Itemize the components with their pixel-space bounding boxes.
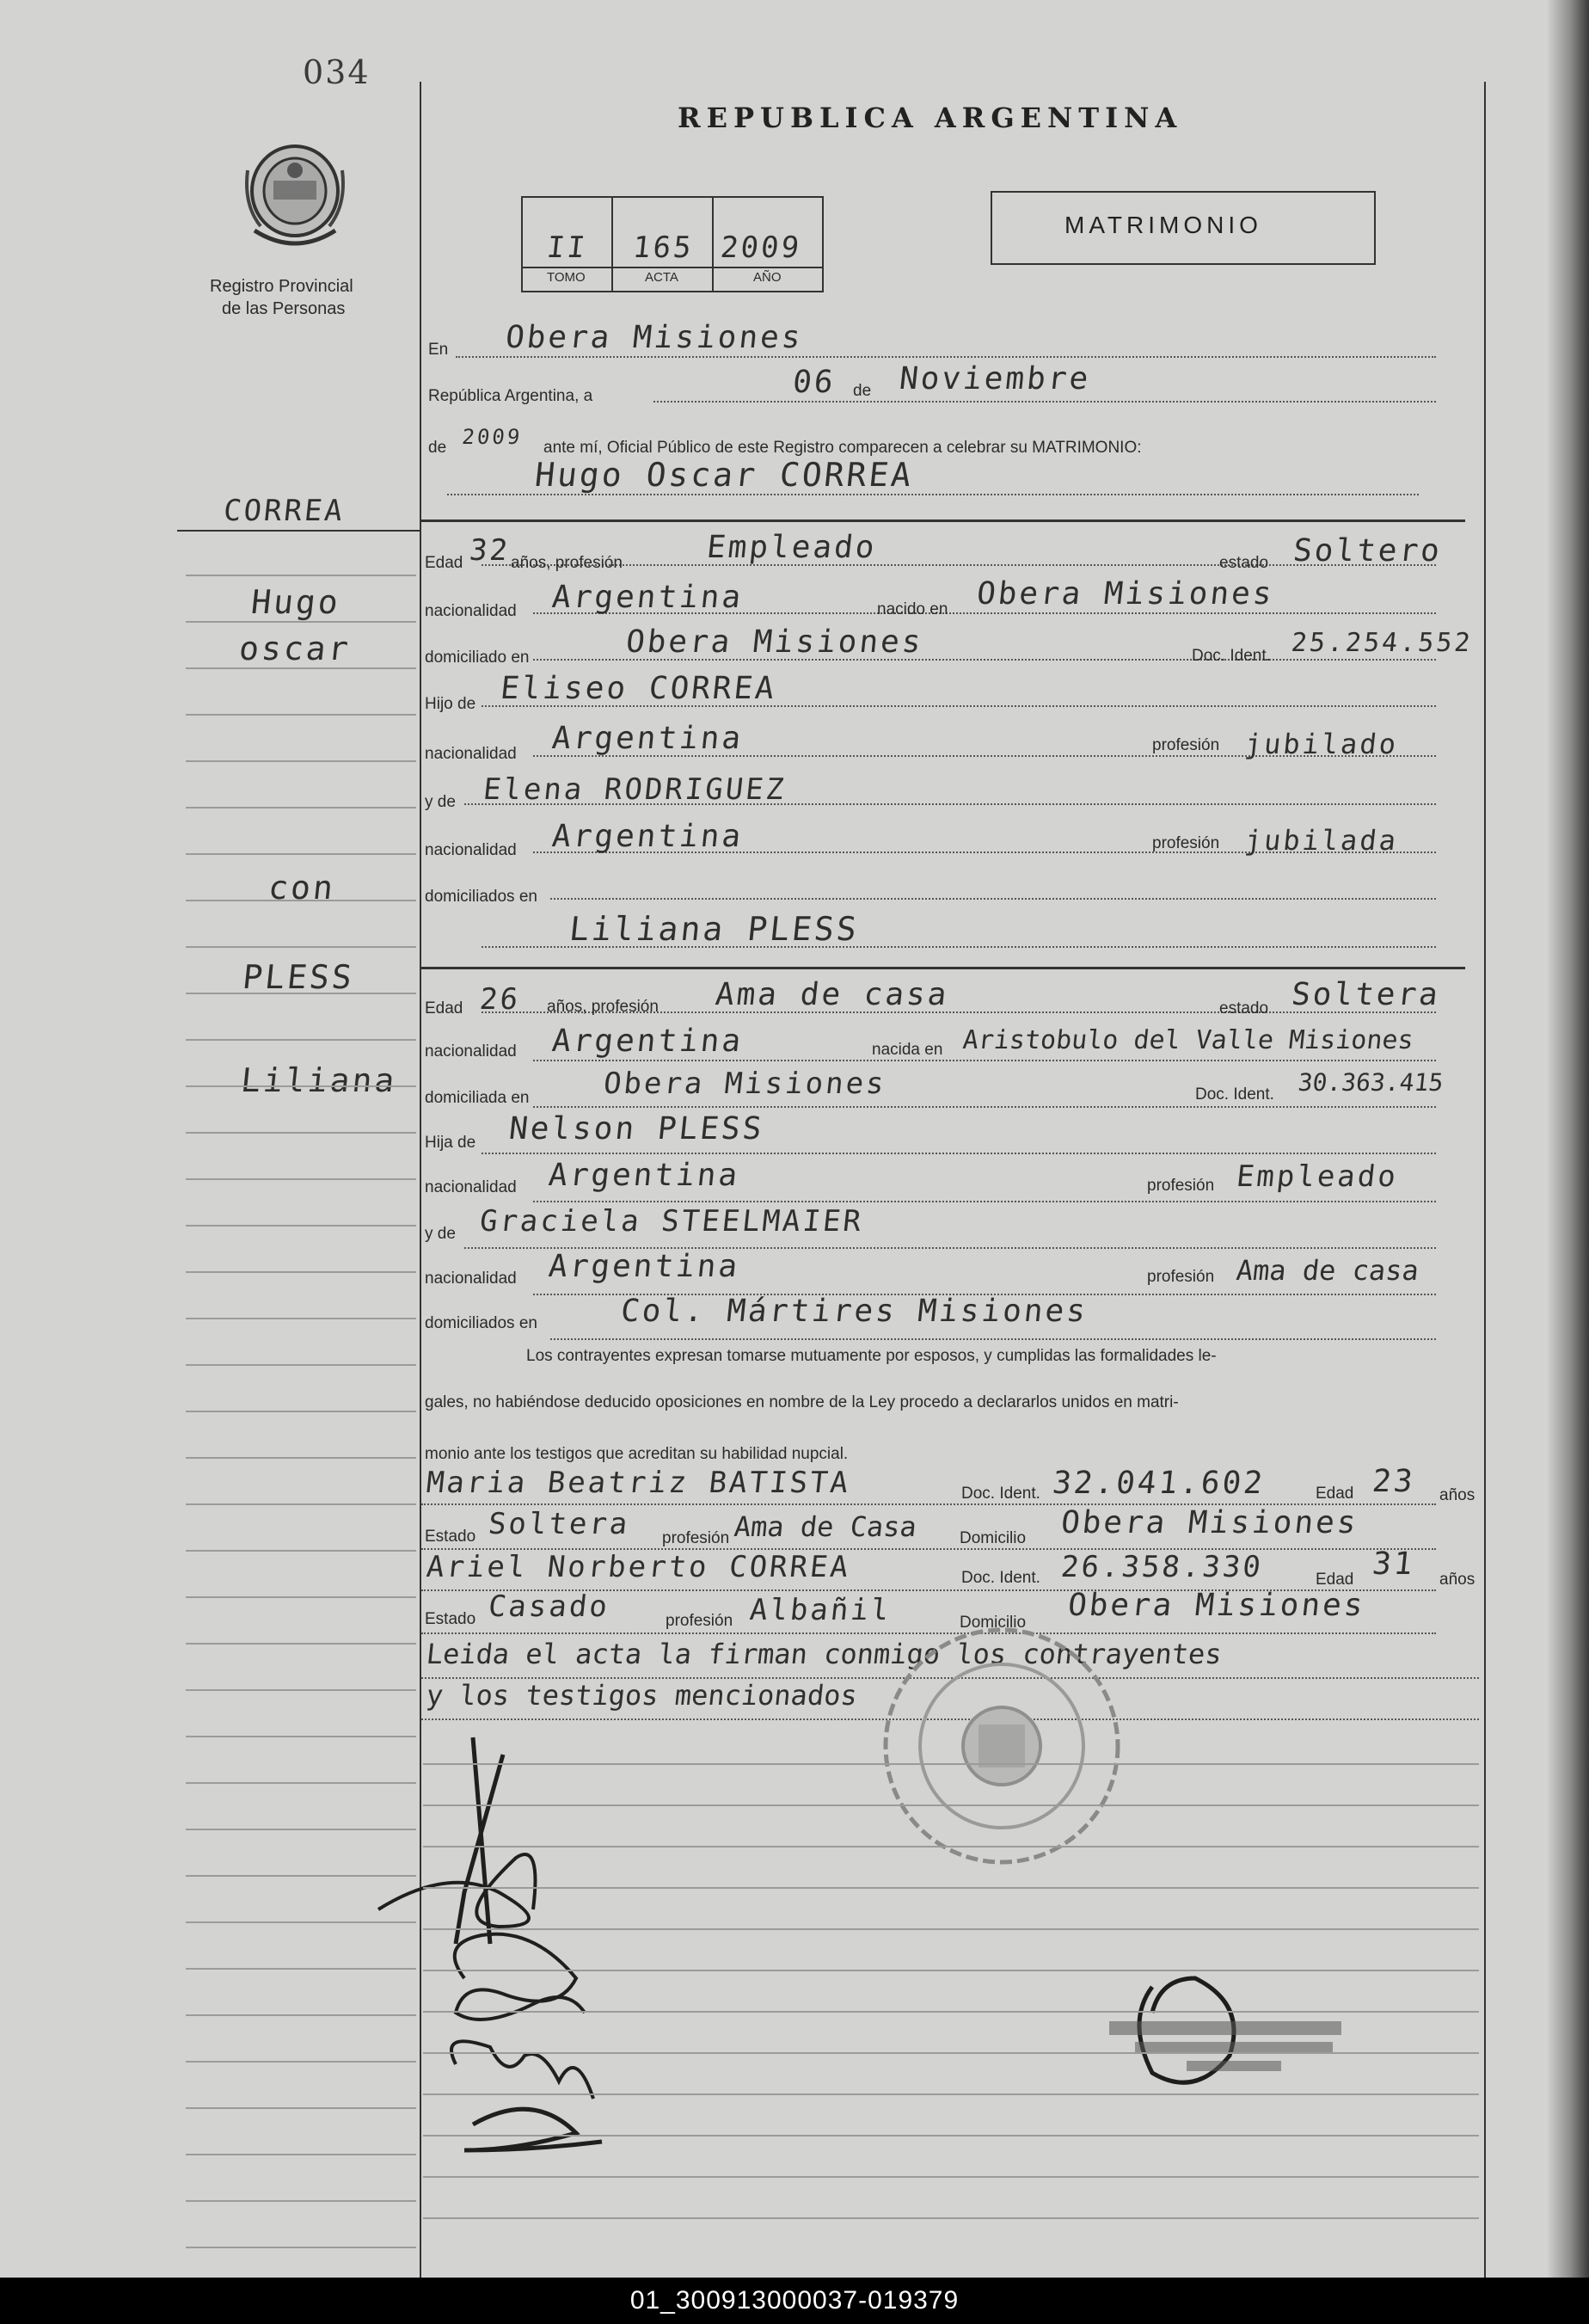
groom-profession: Empleado — [705, 530, 879, 565]
margin-ruled-line — [186, 2014, 416, 2016]
groom-nationality: Argentina — [550, 580, 745, 615]
witness2-edad-label: Edad — [1316, 1571, 1354, 1589]
bride-mother-nat-label: nacionalidad — [425, 1270, 517, 1288]
groom-mother-nat-label: nacionalidad — [425, 841, 517, 859]
margin-note-con: con — [267, 869, 338, 907]
signature-ruled-line — [423, 2011, 1479, 2013]
bride-doc-label: Doc. Ident. — [1195, 1085, 1274, 1104]
margin-ruled-line — [186, 1643, 416, 1645]
witness1-profession: Ama de Casa — [733, 1510, 918, 1543]
groom-edad-label: Edad — [425, 554, 463, 572]
margin-ruled-line — [186, 1736, 416, 1737]
groom-domiciliado-label: domiciliado en — [425, 649, 530, 667]
ano-label: AÑO — [753, 270, 782, 285]
bride-mother: Graciela STEELMAIER — [478, 1204, 866, 1239]
groom-age: 32 — [468, 533, 512, 568]
declaration-line-1: Los contrayentes expresan tomarse mutuamente por esposos, y cumplidas las formalidades le- — [526, 1347, 1217, 1365]
margin-note-bride-surname: PLESS — [241, 958, 357, 996]
act-type-label: MATRIMONIO — [1064, 212, 1262, 238]
margin-ruled-line — [186, 1550, 416, 1552]
witness1-doc-label: Doc. Ident. — [961, 1485, 1040, 1503]
margin-ruled-line — [186, 946, 416, 948]
witness1-address: Obera Misiones — [1059, 1505, 1360, 1540]
groom-birthplace: Obera Misiones — [975, 576, 1276, 612]
bride-domiciliada-label: domiciliada en — [425, 1089, 530, 1107]
bride-mother-nationality: Argentina — [547, 1249, 742, 1284]
ano-value: 2009 — [719, 231, 804, 265]
tomo-value: II — [545, 231, 590, 265]
month-de-label: de — [853, 382, 872, 400]
margin-ruled-line — [186, 2154, 416, 2155]
signature-ruled-line — [423, 1763, 1479, 1765]
margin-ruled-line — [186, 1411, 416, 1412]
groom-estado-label: estado — [1219, 554, 1269, 572]
declaration-line-2: gales, no habiéndose deducido oposiciones en nombre de la Ley procedo a declararlos unidos en matri- — [425, 1393, 1179, 1411]
signatures — [361, 1720, 705, 2167]
intro-year: 2009 — [461, 425, 524, 449]
groom-hijo-label: Hijo de — [425, 695, 476, 713]
intro-day: 06 — [791, 365, 837, 400]
margin-ruled-line — [186, 1968, 416, 1970]
margin-ruled-line — [186, 1271, 416, 1273]
bride-birthplace: Aristobulo del Valle Misiones — [961, 1025, 1415, 1055]
signature-ruled-line — [423, 2093, 1479, 2095]
appearance-text: ante mí, Oficial Público de este Registro comparecen a celebrar su MATRIMONIO: — [543, 439, 1142, 457]
signature-ruled-line — [423, 2052, 1479, 2054]
groom-father-nat-label: nacionalidad — [425, 745, 517, 763]
margin-ruled-line — [186, 1364, 416, 1366]
acta-label: ACTA — [645, 270, 678, 285]
signature-ruled-line — [423, 1804, 1479, 1806]
bride-mother-prof-label: profesión — [1147, 1268, 1215, 1286]
groom-father: Eliseo CORREA — [499, 671, 779, 706]
republica-label: República Argentina, a — [428, 387, 593, 405]
margin-ruled-line — [186, 2200, 416, 2202]
witness2-anos-label: años — [1439, 1571, 1476, 1589]
footer-id: 01_300913000037-019379 — [629, 2286, 960, 2315]
groom-status: Soltero — [1291, 533, 1445, 569]
bride-doc-id: 30.363.415 — [1297, 1068, 1445, 1097]
groom-father-nationality: Argentina — [550, 721, 745, 756]
signature-ruled-line — [423, 1970, 1479, 1971]
acta-value: 165 — [631, 231, 696, 265]
bride-parents-address: Col. Mártires Misiones — [619, 1294, 1090, 1329]
margin-note-middlename: oscar — [237, 630, 353, 667]
margin-ruled-line — [186, 1457, 416, 1459]
margin-note-bride-firstname: Liliana — [239, 1061, 399, 1099]
signature-ruled-line — [423, 2217, 1479, 2219]
margin-ruled-line — [186, 1921, 416, 1923]
witness1-edad-label: Edad — [1316, 1485, 1354, 1503]
groom-yde-label: y de — [425, 793, 456, 811]
margin-note-surname: CORREA — [222, 494, 347, 528]
witness2-name: Ariel Norberto CORREA — [425, 1550, 853, 1584]
bride-name: Liliana PLESS — [568, 910, 862, 948]
bride-age: 26 — [478, 982, 523, 1017]
margin-ruled-line — [186, 1689, 416, 1691]
closing-line-1: Leida el acta la firman conmigo los contrayentes — [425, 1638, 1224, 1670]
bride-anos-profesion-label: años, profesión — [547, 998, 659, 1016]
witness2-prof-label: profesión — [666, 1612, 733, 1630]
bride-nacionalidad-label: nacionalidad — [425, 1042, 517, 1061]
margin-ruled-line — [186, 1875, 416, 1877]
margin-ruled-line — [186, 1503, 416, 1505]
margin-ruled-line — [186, 714, 416, 716]
witness2-doc-label: Doc. Ident. — [961, 1569, 1040, 1587]
document-title: REPUBLICA ARGENTINA — [678, 101, 1183, 134]
witness1-doc-id: 32.041.602 — [1051, 1466, 1267, 1501]
margin-ruled-line — [186, 1225, 416, 1227]
margin-ruled-line — [186, 621, 416, 623]
groom-name: Hugo Oscar CORREA — [533, 456, 916, 494]
groom-father-profession: jubilado — [1243, 728, 1401, 760]
margin-ruled-line — [186, 853, 416, 855]
groom-mother: Elena RODRIGUEZ — [482, 772, 788, 807]
scan-footer — [0, 2278, 1589, 2324]
groom-address: Obera Misiones — [624, 624, 925, 660]
witness1-status: Soltera — [487, 1507, 632, 1541]
bride-father: Nelson PLESS — [507, 1111, 766, 1147]
tomo-label: TOMO — [547, 270, 586, 285]
bride-mother-profession: Ama de casa — [1235, 1254, 1420, 1287]
bride-father-profession: Empleado — [1235, 1159, 1400, 1194]
groom-father-prof-label: profesión — [1152, 736, 1220, 754]
signature-ruled-line — [423, 1928, 1479, 1930]
witness1-dom-label: Domicilio — [960, 1529, 1027, 1547]
signature-ruled-line — [423, 1887, 1479, 1889]
groom-nacionalidad-label: nacionalidad — [425, 602, 517, 620]
en-label: En — [428, 341, 449, 359]
margin-ruled-line — [186, 1782, 416, 1784]
margin-ruled-line — [186, 2107, 416, 2109]
bride-profession: Ama de casa — [714, 977, 951, 1012]
groom-anos-profesion-label: años, profesión — [511, 554, 623, 572]
margin-ruled-line — [186, 2247, 416, 2248]
groom-nacido-label: nacido en — [877, 600, 948, 618]
intro-month: Noviembre — [898, 361, 1093, 397]
witness2-age: 31 — [1371, 1546, 1417, 1582]
bride-hija-label: Hija de — [425, 1134, 476, 1152]
margin-ruled-line — [186, 993, 416, 994]
witness1-age: 23 — [1371, 1464, 1417, 1499]
provincial-emblem-icon — [239, 136, 351, 252]
margin-ruled-line — [186, 900, 416, 901]
official-signature-stamp — [1092, 1952, 1350, 2099]
groom-mother-prof-label: profesión — [1152, 834, 1220, 852]
page-edge — [1548, 0, 1589, 2278]
signature-ruled-line — [423, 1846, 1479, 1848]
right-border — [1484, 82, 1486, 2278]
registry-name: Registro Provincial — [210, 277, 353, 296]
bride-estado-label: estado — [1219, 999, 1269, 1018]
margin-ruled-line — [186, 575, 416, 576]
intro-place: Obera Misiones — [504, 320, 805, 355]
official-seal-icon — [877, 1617, 1126, 1875]
declaration-line-3: monio ante los testigos que acreditan su habilidad nupcial. — [425, 1445, 849, 1463]
groom-mother-profession: jubilada — [1243, 824, 1401, 857]
margin-ruled-line — [186, 760, 416, 762]
bride-edad-label: Edad — [425, 999, 463, 1018]
groom-mother-nationality: Argentina — [550, 819, 745, 854]
witness2-profession: Albañil — [748, 1593, 893, 1627]
bride-father-prof-label: profesión — [1147, 1177, 1215, 1195]
margin-ruled-line — [186, 807, 416, 808]
bride-address: Obera Misiones — [602, 1067, 888, 1101]
margin-ruled-line — [186, 1085, 416, 1087]
margin-ruled-line — [186, 2061, 416, 2063]
year-de-label: de — [428, 439, 447, 457]
witness2-status: Casado — [487, 1589, 612, 1624]
margin-ruled-line — [186, 667, 416, 669]
bride-parents-dom-label: domiciliados en — [425, 1314, 537, 1332]
signature-ruled-line — [423, 2135, 1479, 2136]
margin-ruled-line — [186, 1596, 416, 1598]
bride-yde-label: y de — [425, 1225, 456, 1243]
witness2-estado-label: Estado — [425, 1610, 476, 1628]
groom-parents-dom-label: domiciliados en — [425, 888, 537, 906]
bride-status: Soltera — [1290, 977, 1443, 1012]
witness2-doc-id: 26.358.330 — [1059, 1550, 1265, 1584]
signature-ruled-line — [423, 2176, 1479, 2178]
page-number: 034 — [303, 53, 371, 91]
bride-father-nationality: Argentina — [547, 1158, 742, 1193]
margin-ruled-line — [186, 1829, 416, 1830]
margin-ruled-line — [186, 1318, 416, 1319]
groom-doc-id: 25.254.552 — [1290, 628, 1475, 658]
witness1-estado-label: Estado — [425, 1528, 476, 1546]
witness2-address: Obera Misiones — [1066, 1588, 1367, 1623]
margin-note-firstname: Hugo — [249, 583, 343, 621]
bride-nacida-label: nacida en — [872, 1041, 943, 1059]
groom-doc-label: Doc. Ident. — [1192, 647, 1271, 665]
bride-father-nat-label: nacionalidad — [425, 1178, 517, 1196]
registry-name-2: de las Personas — [222, 299, 346, 318]
margin-ruled-line — [186, 1039, 416, 1041]
witness1-name: Maria Beatriz BATISTA — [425, 1466, 853, 1500]
witness1-prof-label: profesión — [662, 1529, 730, 1547]
witness1-anos-label: años — [1439, 1486, 1476, 1504]
margin-ruled-line — [186, 1132, 416, 1134]
bride-nationality: Argentina — [550, 1024, 745, 1059]
witness2-dom-label: Domicilio — [960, 1614, 1027, 1632]
margin-ruled-line — [186, 1178, 416, 1180]
closing-line-2: y los testigos mencionados — [425, 1679, 859, 1712]
